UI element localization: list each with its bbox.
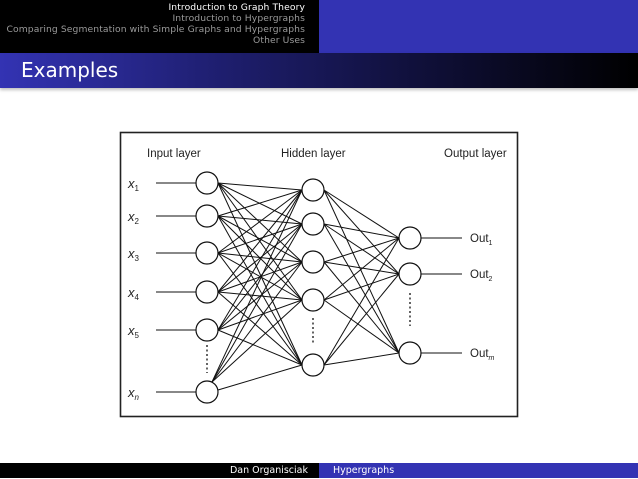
output-node [399,263,421,285]
footer-author: Dan Organisciak [0,463,319,478]
section-link-segmentation[interactable]: Comparing Segmentation with Simple Graphs and Hypergraphs [6,24,305,35]
section-link-hypergraphs[interactable]: Introduction to Hypergraphs [172,13,305,24]
hidden-node [302,289,324,311]
input-label-x4: $x_4$ [128,285,139,302]
section-link-graph-theory[interactable]: Introduction to Graph Theory [168,2,305,13]
input-node [196,381,218,403]
output-node [399,342,421,364]
input-layer-label: Input layer [147,148,201,160]
input-node [196,281,218,303]
section-link-other-uses[interactable]: Other Uses [253,35,305,46]
input-node [196,172,218,194]
input-node [196,205,218,227]
hidden-node [302,213,324,235]
output-label-1: Out$_1$ [470,233,493,247]
input-label-x5: $x_5$ [128,323,139,340]
hidden-node [302,251,324,273]
input-label-xn: $x_n$ [128,385,139,402]
hidden-layer-label: Hidden layer [281,148,346,160]
input-label-x3: $x_3$ [128,246,139,263]
hidden-node [302,354,324,376]
frame-title: Examples [21,58,119,82]
output-label-2: Out$_2$ [470,269,493,283]
output-label-m: Out$_m$ [470,348,495,362]
output-node [399,227,421,249]
footer-title: Hypergraphs [319,463,638,478]
input-label-x2: $x_2$ [128,209,139,226]
input-node [196,242,218,264]
hidden-node [302,179,324,201]
input-label-x1: $x_1$ [128,176,139,193]
footer-bar [0,463,638,478]
output-layer-label: Output layer [444,148,507,160]
input-node [196,319,218,341]
